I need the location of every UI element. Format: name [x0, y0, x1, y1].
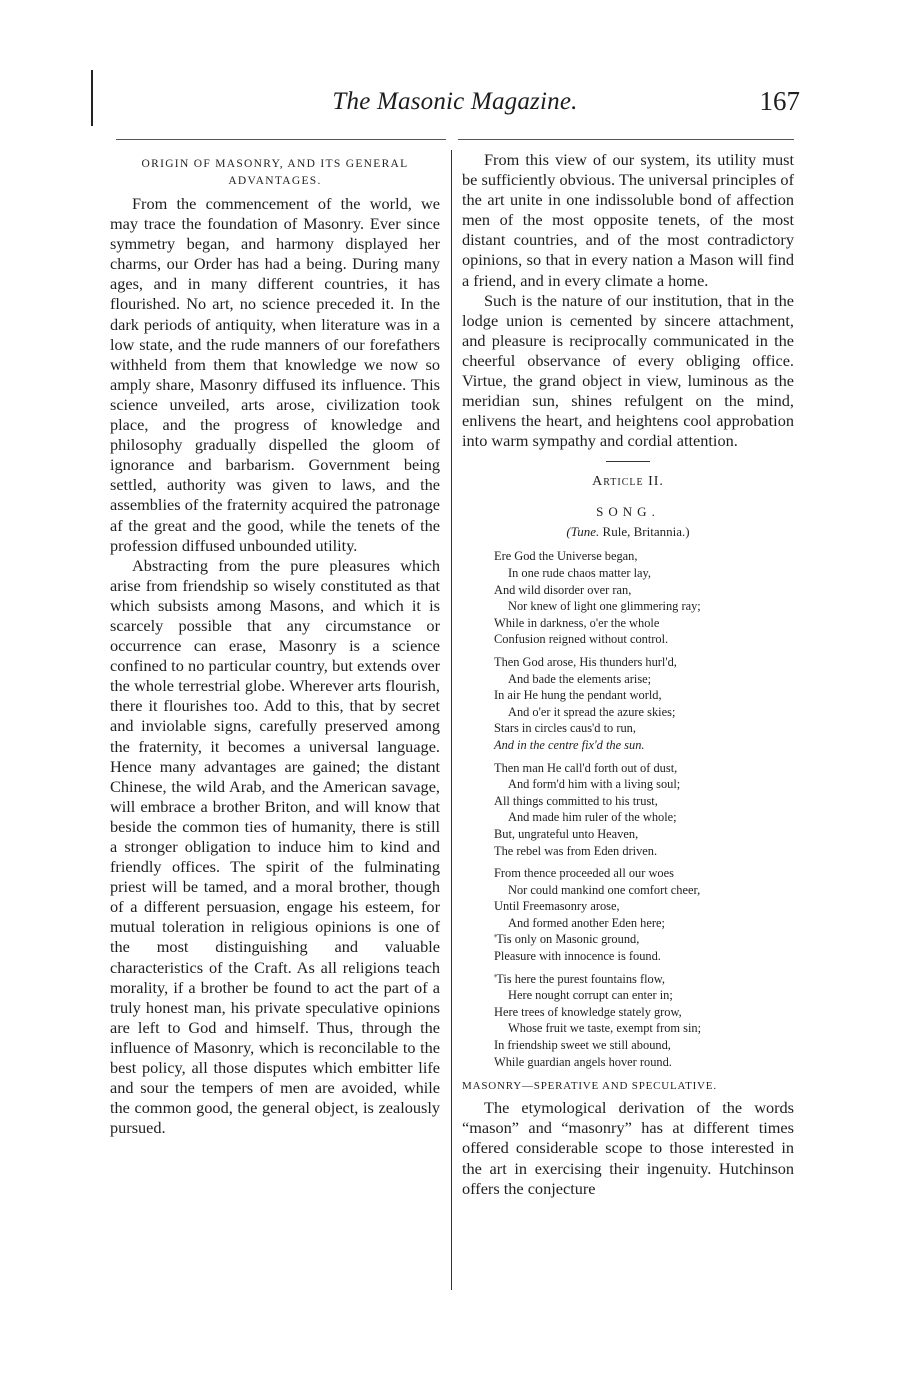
verse-line: In air He hung the pendant world,	[494, 688, 662, 703]
verse-line: While in darkness, o'er the whole	[494, 615, 660, 630]
tune-line	[462, 524, 794, 540]
section-heading: MASONRY—SPERATIVE AND SPECULATIVE.	[462, 1080, 717, 1093]
verse-line: And made him ruler of the whole;	[508, 810, 677, 825]
verse-line: And formed another Eden here;	[508, 915, 665, 930]
song-stanza	[494, 654, 794, 754]
header-rule-right	[458, 139, 794, 140]
verse-line: The rebel was from Eden driven.	[494, 843, 658, 858]
paragraph: Such is the nature of our institution, that in the lodge union is cemented by sincere attachment, and pleasure is reciprocally communicated in the cheerful observance of every obliging office. Virtue, the grand object in view, luminous as the meridian sun, shines refulgent on the mind, enlivens the heart, and heightens cool approbation into warm sympathy and cordial attention.	[462, 290, 794, 451]
column-divider	[451, 150, 452, 1290]
song-title: SONG.	[596, 504, 660, 520]
verse-line: While guardian angels hover round.	[494, 1054, 672, 1069]
paragraph: From the commencement of the world, we may trace the foundation of Masonry. Ever since symmetry began, and harmony displayed her charms, our Order has had a being. During many ages, and in many different countries, it has flourished. No art, no science preceded it. In the dark periods of antiquity, when literature was in a low state, and the rude manners of our forefathers withheld from them that knowledge we now so amply share, Masonry diffused its influence. This science unveiled, arts arose, civilization took place, and the progress of knowledge and philosophy gradually dispelled the gloom of ignorance and barbarism. Government being settled, authority was given to laws, and the assemblies of the fraternity acquired the patronage af the great and the good, while the tenets of the profession diffused unbounded utility.	[110, 194, 440, 555]
song-stanza	[494, 548, 794, 648]
verse-line: And o'er it spread the azure skies;	[508, 704, 676, 719]
verse-line: Stars in circles caus'd to run,	[494, 721, 636, 736]
verse-line: Pleasure with innocence is found.	[494, 949, 661, 964]
article-heading: ORIGIN OF MASONRY, AND ITS GENERAL ADVANTAGES.	[141, 158, 409, 187]
verse-line: 'Tis here the purest fountains flow,	[494, 971, 665, 986]
section-divider	[606, 461, 650, 462]
verse-line: 'Tis only on Masonic ground,	[494, 932, 640, 947]
verse-line: And bade the elements arise;	[508, 671, 652, 686]
paragraph: The etymological derivation of the words “mason” and “masonry” has at different times offered considerable scope to those interested in the art in exercising their ingenuity. Hutchinson offers the conjecture	[462, 1098, 794, 1198]
running-title: The Masonic Magazine.	[332, 88, 578, 115]
verse-line: Nor knew of light one glimmering ray;	[508, 599, 701, 614]
verse-line: Ere God the Universe began,	[494, 549, 638, 564]
song-stanza	[494, 760, 794, 860]
verse-line: But, ungrateful unto Heaven,	[494, 826, 639, 841]
paragraph: From this view of our system, its utility must be sufficiently obvious. The universal principles of the art unite in one indissoluble bond of affection men of the most opposite tenets, of the most distant countries, and of the most contradictory opinions, so that in every nation a Mason will find a friend, and in every climate a home.	[462, 150, 794, 290]
left-column	[110, 150, 440, 1138]
page-header	[110, 88, 800, 128]
verse-line: Until Freemasonry arose,	[494, 899, 620, 914]
verse-line: Whose fruit we taste, exempt from sin;	[508, 1021, 702, 1036]
verse-line: Nor could mankind one comfort cheer,	[508, 882, 701, 897]
verse-line: Here nought corrupt can enter in;	[508, 988, 673, 1003]
page-number: 167	[759, 86, 800, 116]
tune-name: Rule, Britannia.)	[602, 524, 690, 540]
header-rule-left	[116, 139, 446, 140]
verse-line: Then God arose, His thunders hurl'd,	[494, 654, 677, 669]
song-stanza	[494, 865, 794, 965]
right-column	[462, 150, 794, 1199]
verse-line: And form'd him with a living soul;	[508, 777, 681, 792]
verse-line: Confusion reigned without control.	[494, 632, 669, 647]
verse-line: From thence proceeded all our woes	[494, 866, 674, 881]
verse-line: Then man He call'd forth out of dust,	[494, 760, 678, 775]
verse-line: And wild disorder over ran,	[494, 582, 632, 597]
verse-line: In one rude chaos matter lay,	[508, 566, 652, 580]
verse-line: In friendship sweet we still abound,	[494, 1038, 671, 1053]
tune-label: (Tune.	[566, 524, 600, 540]
margin-mark	[91, 70, 93, 126]
verse-line: And in the centre fix'd the sun.	[494, 737, 645, 752]
verse-line: Here trees of knowledge stately grow,	[494, 1004, 682, 1019]
song-stanza	[494, 971, 794, 1071]
article-title: Article II.	[592, 474, 664, 490]
paragraph: Abstracting from the pure pleasures which arise from friendship so wisely constituted as that which subsists among Masons, and which it is scarcely possible that any circumstance or occurrence can erase, Masonry is a science confined to no particular country, but extends over the whole terrestrial globe. Wherever arts flourish, there it flourishes too. Add to this, that by secret and inviolable signs, carefully preserved among the fraternity, it becomes a universal language. Hence many advantages are gained; the distant Chinese, the wild Arab, and the American savage, will embrace a brother Briton, and will know that beside the common ties of humanity, there is still a stronger obligation to induce him to kind and friendly offices. The spirit of the fulminating priest will be tamed, and a moral brother, though of a different persuasion, engage his esteem, for mutual toleration in religious opinions is one of the most distinguishing and valuable characteristics of the Craft. As all religions teach morality, if a brother be found to act the part of a truly honest man, his private speculative opinions are left to God and himself. Thus, through the influence of Masonry, which is reconcilable to the best policy, all those disputes which embitter life and sour the tempers of men are avoided, while the common good, the general object, is zealously pursued.	[110, 555, 440, 1138]
verse-line: All things committed to his trust,	[494, 793, 658, 808]
